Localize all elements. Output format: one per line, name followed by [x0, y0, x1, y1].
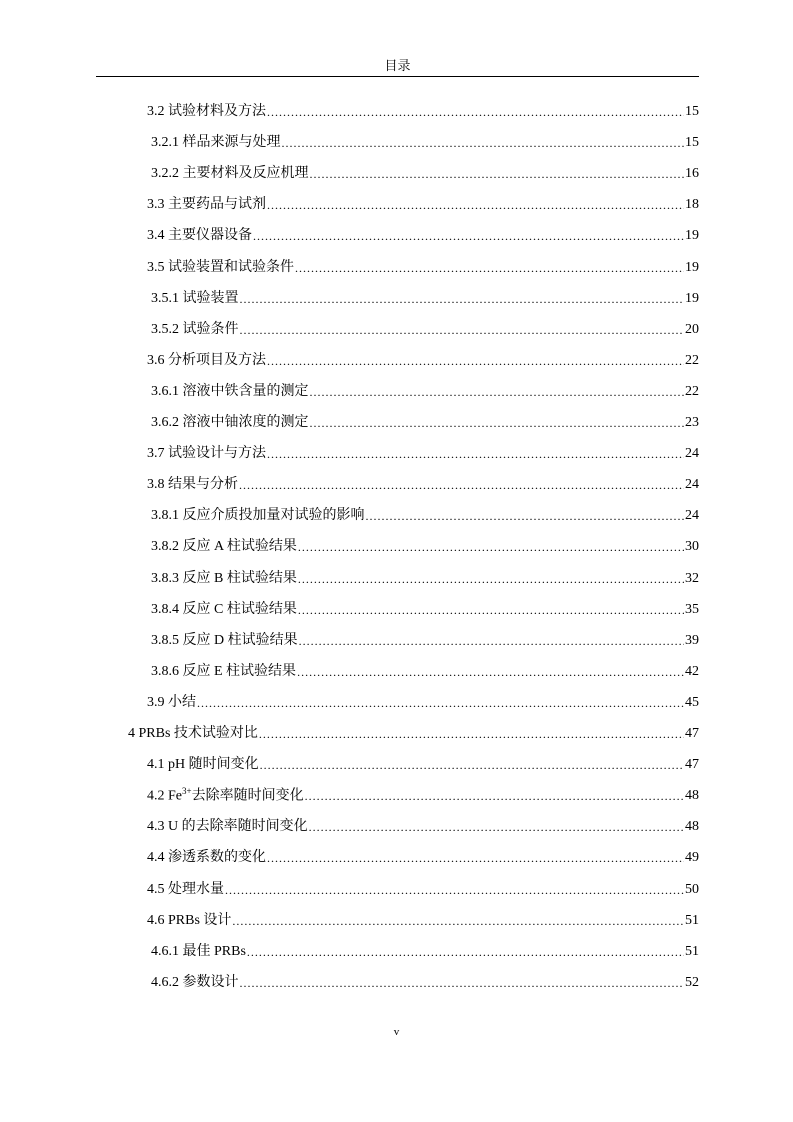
toc-entry[interactable]: [151, 287, 699, 309]
dot-leader: [309, 817, 684, 837]
toc-entry[interactable]: [147, 349, 699, 371]
dot-leader: [295, 258, 684, 278]
dot-leader: [197, 693, 684, 713]
toc-entry-page-number: 19: [685, 259, 699, 275]
toc-entry-page-number: 47: [685, 757, 699, 773]
toc-entry[interactable]: [151, 380, 699, 402]
toc-entry[interactable]: [151, 411, 699, 433]
toc-entry[interactable]: [151, 318, 699, 340]
toc-entry[interactable]: [147, 473, 699, 495]
dot-leader: [232, 911, 684, 931]
toc-entry-page-number: 15: [685, 135, 699, 151]
toc-entry[interactable]: [147, 846, 699, 868]
toc-entry-page-number: 45: [685, 694, 699, 710]
header-divider: [96, 76, 699, 77]
toc-entry-label: 3.8.4 反应 C 柱试验结果: [151, 601, 297, 617]
toc-entry-label: 3.8 结果与分析: [147, 477, 238, 493]
toc-entry-label: 3.8.6 反应 E 柱试验结果: [151, 663, 297, 679]
toc-entry[interactable]: [147, 442, 699, 464]
toc-entry-page-number: 51: [685, 912, 699, 928]
toc-entry[interactable]: [147, 224, 699, 246]
dot-leader: [310, 164, 685, 184]
toc-entry-page-number: 24: [685, 508, 699, 524]
toc-entry-page-number: 48: [685, 788, 699, 804]
toc-entry-page-number: 23: [685, 415, 699, 430]
page-number-footer: v: [393, 1026, 400, 1038]
toc-entry-page-number: 39: [685, 632, 699, 648]
toc-entry-page-number: 51: [685, 943, 699, 959]
toc-entry-page-number: 24: [685, 446, 699, 462]
toc-entry[interactable]: [147, 815, 699, 837]
toc-entry[interactable]: [147, 753, 699, 775]
dot-leader: [310, 382, 685, 402]
toc-entry-page-number: 49: [685, 850, 699, 866]
dot-leader: [259, 724, 684, 744]
dot-leader: [239, 475, 684, 495]
dot-leader: [225, 880, 684, 900]
toc-entry-label: 3.2.1 样品来源与处理: [151, 135, 281, 151]
toc-entry[interactable]: [151, 504, 699, 526]
toc-entry-page-number: 18: [685, 197, 699, 213]
toc-entry[interactable]: [147, 784, 699, 806]
toc-entry-label: 3.4 主要仪器设备: [147, 228, 252, 244]
toc-entry-page-number: 19: [685, 290, 699, 306]
toc-entry[interactable]: [147, 878, 699, 900]
toc-entry-label: 3.6.1 溶液中铁含量的测定: [151, 383, 309, 399]
toc-entry-page-number: 48: [685, 819, 699, 835]
toc-entry-label: 3.5.2 试验条件: [151, 321, 239, 337]
dot-leader: [366, 506, 685, 526]
toc-entry-label: 3.8.1 反应介质投加量对试验的影响: [151, 508, 365, 524]
toc-entry[interactable]: [147, 256, 699, 278]
toc-entry-page-number: 32: [685, 570, 699, 586]
toc-entry[interactable]: [151, 598, 699, 620]
dot-leader: [297, 662, 684, 682]
dot-leader: [298, 600, 684, 620]
dot-leader: [298, 569, 684, 589]
toc-entry-label: 3.8.3 反应 B 柱试验结果: [151, 570, 297, 586]
toc-entry-label: 4.3 U 的去除率随时间变化: [147, 819, 308, 835]
toc-entry-page-number: 19: [685, 228, 699, 244]
toc-entry-page-number: 30: [685, 539, 699, 555]
toc-entry-label: 4.6.2 参数设计: [151, 974, 239, 990]
dot-leader: [240, 973, 685, 993]
toc-entry[interactable]: [151, 131, 699, 153]
toc-entry-page-number: 47: [685, 726, 699, 741]
toc-entry[interactable]: [147, 100, 699, 122]
toc-entry[interactable]: [151, 940, 699, 962]
toc-entry-label: 4.1 pH 随时间变化: [147, 757, 259, 773]
toc-entry-label: 4.6.1 最佳 PRBs: [151, 943, 246, 959]
toc-entry-label: 4.4 渗透系数的变化: [147, 850, 266, 866]
toc-entry-page-number: 50: [685, 881, 699, 897]
toc-entry-page-number: 22: [685, 352, 699, 368]
dot-leader: [267, 444, 684, 464]
toc-entry-page-number: 22: [685, 383, 699, 399]
toc-entry-label: 3.2.2 主要材料及反应机理: [151, 166, 309, 182]
toc-entry[interactable]: [151, 971, 699, 993]
toc-entry[interactable]: [151, 629, 699, 651]
toc-entry-page-number: 35: [685, 601, 699, 617]
toc-entry-page-number: 42: [685, 663, 699, 679]
toc-entry-label: 3.8.2 反应 A 柱试验结果: [151, 539, 297, 555]
dot-leader: [240, 320, 685, 340]
toc-entry-label: 3.8.5 反应 D 柱试验结果: [151, 632, 298, 648]
toc-entry-label: 3.5.1 试验装置: [151, 290, 239, 306]
dot-leader: [305, 786, 684, 806]
dot-leader: [299, 631, 684, 651]
toc-entry-label: 3.9 小结: [147, 694, 196, 710]
toc-entry-page-number: 15: [685, 104, 699, 119]
dot-leader: [282, 133, 685, 153]
toc-entry-label: 4 PRBs 技术试验对比: [128, 726, 258, 741]
superscript: 3+: [182, 785, 192, 796]
toc-entry-label: 3.7 试验设计与方法: [147, 446, 266, 462]
toc-entry[interactable]: [151, 660, 699, 682]
toc-entry[interactable]: [147, 909, 699, 931]
toc-entry-label: 3.3 主要药品与试剂: [147, 197, 266, 213]
toc-entry-page-number: 24: [685, 477, 699, 493]
toc-entry[interactable]: [128, 722, 699, 744]
toc-entry-label: 3.2 试验材料及方法: [147, 104, 266, 119]
toc-entry[interactable]: [147, 691, 699, 713]
toc-entry[interactable]: [151, 162, 699, 184]
dot-leader: [267, 848, 684, 868]
dot-leader: [260, 755, 684, 775]
dot-leader: [240, 289, 685, 309]
toc-entry[interactable]: [151, 567, 699, 589]
toc-entry-label: 4.5 处理水量: [147, 881, 224, 897]
toc-entry-label: 3.6.2 溶液中铀浓度的测定: [151, 415, 309, 430]
dot-leader: [253, 226, 684, 246]
toc-entry-label: 3.6 分析项目及方法: [147, 352, 266, 368]
toc-entry[interactable]: [147, 193, 699, 215]
dot-leader: [267, 351, 684, 371]
toc-entry-page-number: 52: [685, 974, 699, 990]
dot-leader: [247, 942, 684, 962]
dot-leader: [310, 413, 685, 433]
dot-leader: [267, 195, 684, 215]
dot-leader: [267, 102, 684, 122]
dot-leader: [298, 537, 684, 557]
page-header-title: 目录: [384, 58, 411, 73]
toc-entry-page-number: 16: [685, 166, 699, 182]
toc-entry-page-number: 20: [685, 321, 699, 337]
toc-entry-label: 3.5 试验装置和试验条件: [147, 259, 294, 275]
toc-entry[interactable]: [151, 535, 699, 557]
toc-entry-label: 4.2 $Fe^{3+}$去除率随时间变化: [147, 785, 304, 804]
toc-entry-label: 4.6 PRBs 设计: [147, 912, 232, 928]
